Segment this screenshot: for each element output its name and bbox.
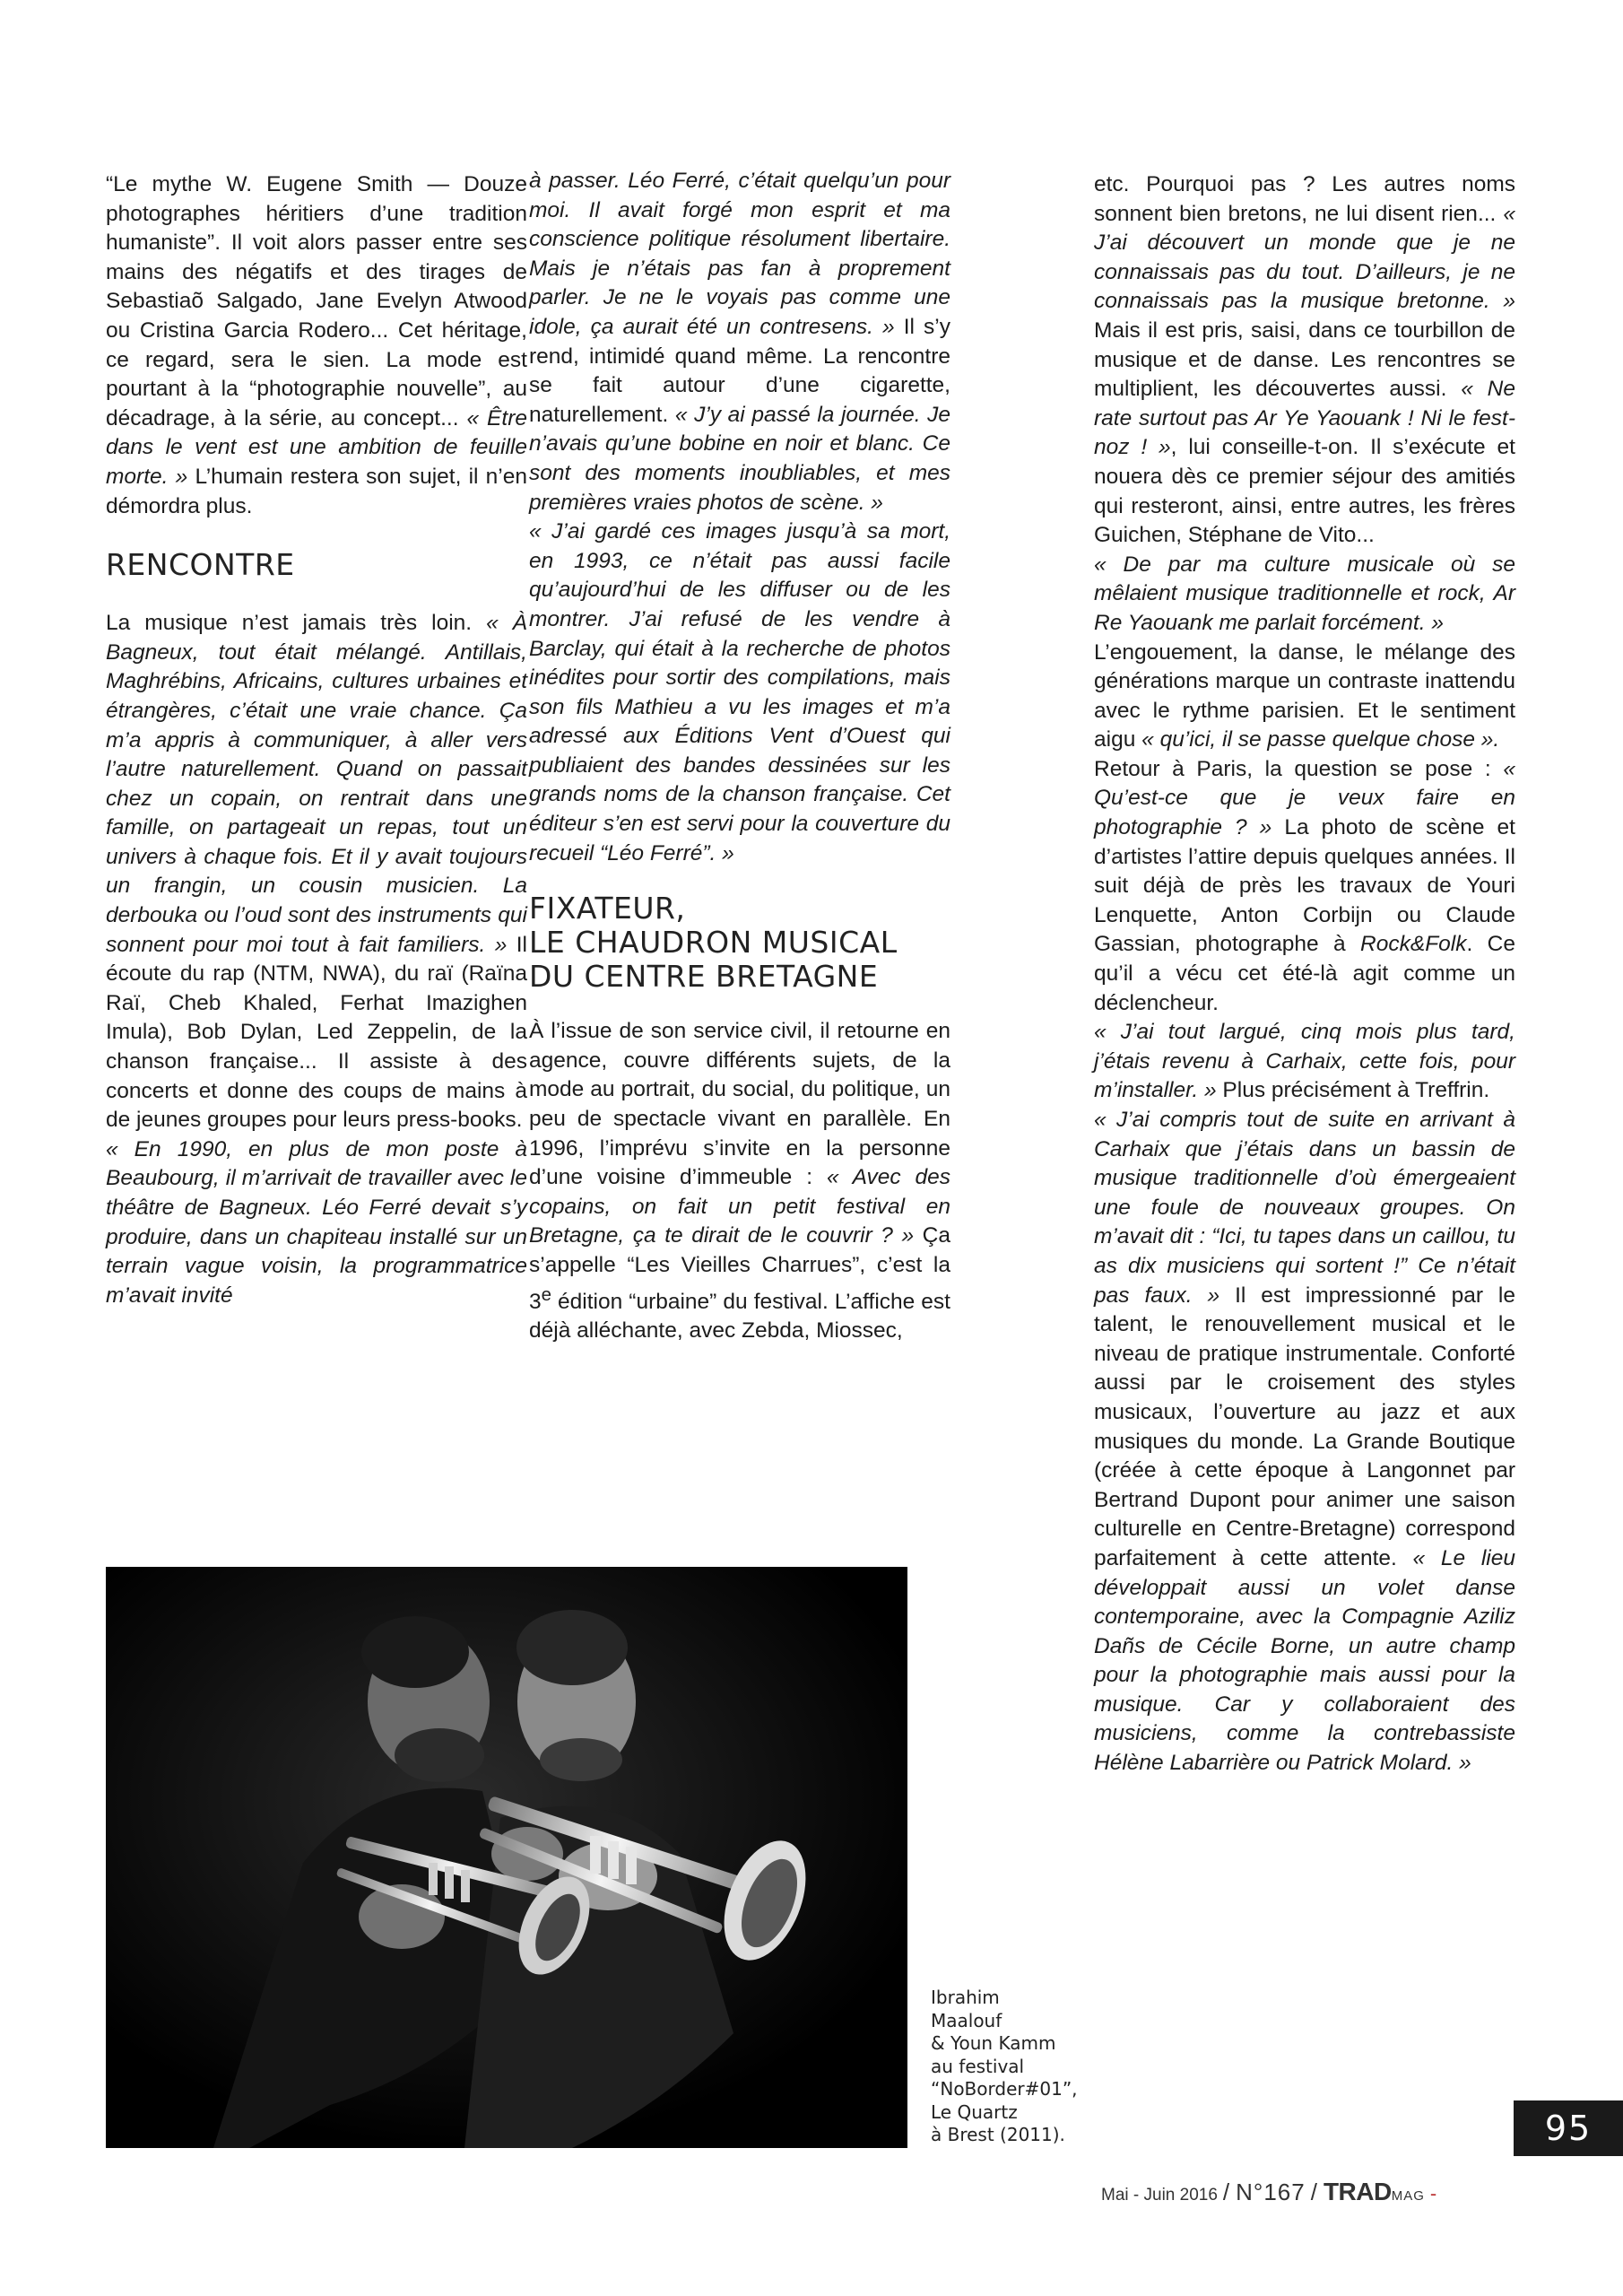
- issue-number: N°167: [1236, 2179, 1306, 2205]
- section-heading-rencontre: RENCONTRE: [106, 547, 295, 583]
- concert-photo: [106, 1567, 907, 2148]
- paragraph: Retour à Paris, la question se pose : « Qu’est-ce que je veux faire en photographie ? » La photo de scène et d’artistes l’attire depuis quelques années. Il suit déjà de près les travaux de Youri Lenquette, Anton Corbijn ou Claude Gassian, photographe à Rock&Folk. Ce qu’il a vécu cet été-là agit comme un déclencheur.: [1094, 756, 1516, 1015]
- paragraph: à passer. Léo Ferré, c’était quelqu’un pour moi. Il avait forgé mon esprit et ma conscience politique résolument libertaire. Mais je n’étais pas fan à proprement parler. Je ne le voyais pas comme une idole, ça aurait été un contresens. » Il s’y rend, intimidé quand même. La rencontre se fait autour d’une cigarette, naturellement. « J’y ai passé la journée. Je n’avais qu’une bobine en noir et blanc. Ce sont des moments inoubliables, et mes premières vraies photos de scène. »: [529, 169, 951, 515]
- paragraph: etc. Pourquoi pas ? Les autres noms sonnent bien bretons, ne lui disent rien... « J’ai découvert un monde que je ne connaissais pas du tout. D’ailleurs, je ne connaissais pas la musique bretonne. » Mais il est pris, saisi, dans ce tourbillon de musique et de danse. Les rencontres se multiplient, les découvertes aussi. « Ne rate surtout pas Ar Ye Yaouank ! Ni le fest-noz ! », lui conseille-t-on. Il s’exécute et nouera dès ce premier séjour des amitiés qui resteront, ainsi, entre autres, les frères Guichen, Stéphane de Vito...: [1094, 172, 1515, 548]
- paragraph: L’engouement, la danse, le mélange des générations marque un contraste inattendu avec le rythme parisien. Et le sentiment aigu « qu’ici, il se passe quelque chose ».: [1094, 639, 1515, 752]
- column-2: [529, 167, 950, 1346]
- column-3: [1094, 170, 1515, 1779]
- paragraph: « J’ai gardé ces images jusqu’à sa mort, en 1993, ce n’était pas aussi facile qu’aujourd’hui de les diffuser ou de les montrer. J’ai refusé de les vendre à Barclay, qui était à la recherche de photos inédites pour sortir des compilations, mais son fils Mathieu a vu les images et m’a adressé aux Éditions Vent d’Ouest qui publiaient des bandes dessinées sur les grands noms de la chanson française. Cet éditeur s’en est servi pour la couverture du recueil “Léo Ferré”. »: [529, 519, 950, 865]
- column-1: [106, 170, 527, 1310]
- page-number: 95: [1514, 2100, 1623, 2156]
- dash-ornament: -: [1429, 2182, 1437, 2205]
- paragraph: « En 1990, en plus de mon poste à Beaubourg, il m’arrivait de travailler avec le théâtre de Bagneux. Léo Ferré devait s’y produire, dans un chapiteau installé sur un terrain vague voisin, la programmatrice m’avait invité: [106, 1136, 527, 1308]
- paragraph: “Le mythe W. Eugene Smith — Douze photographes héritiers d’une tradition humaniste”. Il voit alors passer entre ses mains des négatifs et des tirages de Sebastiaõ Salgado, Jane Evelyn Atwood ou Cristina Garcia Rodero... Cet héritage, ce regard, sera le sien. La mode est pourtant à la “photographie nouvelle”, au décadrage, à la série, au concept... « Être dans le vent est une ambition de feuille morte. » L’humain restera son sujet, il n’en démordra plus.: [106, 172, 527, 518]
- paragraph: « De par ma culture musicale où se mêlaient musique traditionnelle et rock, Ar Re Yaouank me parlait forcément. »: [1094, 552, 1515, 635]
- photo-caption: Ibrahim Maalouf & Youn Kamm au festival “NoBorder#01”, Le Quartz à Brest (2011).: [931, 1987, 1078, 2145]
- paragraph: « J’ai compris tout de suite en arrivant à Carhaix que j’étais dans un bassin de musique traditionnelle d’où émergeaient une foule de nouveaux groupes. On m’avait dit : “Ici, tu tapes dans un caillou, tu as dix musiciens qui sortent !” Ce n’était pas faux. » Il est impressionné par le talent, le renouvellement musical et le niveau de pratique instrumentale. Conforté aussi par le croisement des styles musicaux, l’ouverture au jazz et aux musiques du monde. La Grande Boutique (créée à cette époque à Langonnet par Bertrand Dupont pour animer une saison culturelle en Centre-Bretagne) correspond parfaitement à cette attente. « Le lieu développait aussi un volet danse contemporaine, avec la Compagnie Aziliz Dañs de Cécile Borne, un autre champ pour la photographie mais aussi pour la musique. Car y collaboraient des musiciens, comme la contrebassiste Hélène Labarrière ou Patrick Molard. »: [1094, 1108, 1515, 1776]
- paragraph: La musique n’est jamais très loin. « À Bagneux, tout était mélangé. Antillais, Maghrébins, Africains, cultures urbaines et étrangères, c’était une vraie chance. Ça m’a appris à communiquer, à aller vers l’autre naturellement. Quand on passait chez un copain, on rentrait dans une famille, on partageait un repas, tout un univers à chaque fois. Et il y avait toujours un frangin, un cousin musicien. La derbouka ou l’oud sont des instruments qui sonnent pour moi tout à fait familiers. » Il écoute du rap (NTM, NWA), du raï (Raïna Raï, Cheb Khaled, Ferhat Imazighen Imula), Bob Dylan, Led Zeppelin, de la chanson française... Il assiste à des concerts et donne des coups de mains à de jeunes groupes pour leurs press-books.: [106, 611, 528, 1133]
- trumpet-players-illustration: [106, 1567, 907, 2148]
- paragraph: À l’issue de son service civil, il retourne en agence, couvre différents sujets, de la mode au portrait, du social, du politique, un peu de spectacle vivant en parallèle. En 1996, l’imprévu s’invite en la personne d’une voisine d’immeuble : « Avec des copains, on fait un petit festival en Bretagne, ça te dirait de le couvrir ? » Ça s’appelle “Les Vieilles Charrues”, c’est la 3e édition “urbaine” du festival. L’affiche est déjà alléchante, avec Zebda, Miossec,: [529, 1019, 950, 1344]
- paragraph: « J’ai tout largué, cinq mois plus tard, j’étais revenu à Carhaix, cette fois, pour m’installer. » Plus précisément à Treffrin.: [1094, 1020, 1515, 1103]
- section-heading-fixateur: FIXATEUR, LE CHAUDRON MUSICAL DU CENTRE BRETAGNE: [529, 891, 898, 995]
- page-footer: Mai - Juin 2016 / N°167 / TRADMAG -: [1101, 2178, 1437, 2205]
- magazine-logo: TRADMAG: [1323, 2178, 1425, 2205]
- issue-date: Mai - Juin 2016: [1101, 2186, 1218, 2205]
